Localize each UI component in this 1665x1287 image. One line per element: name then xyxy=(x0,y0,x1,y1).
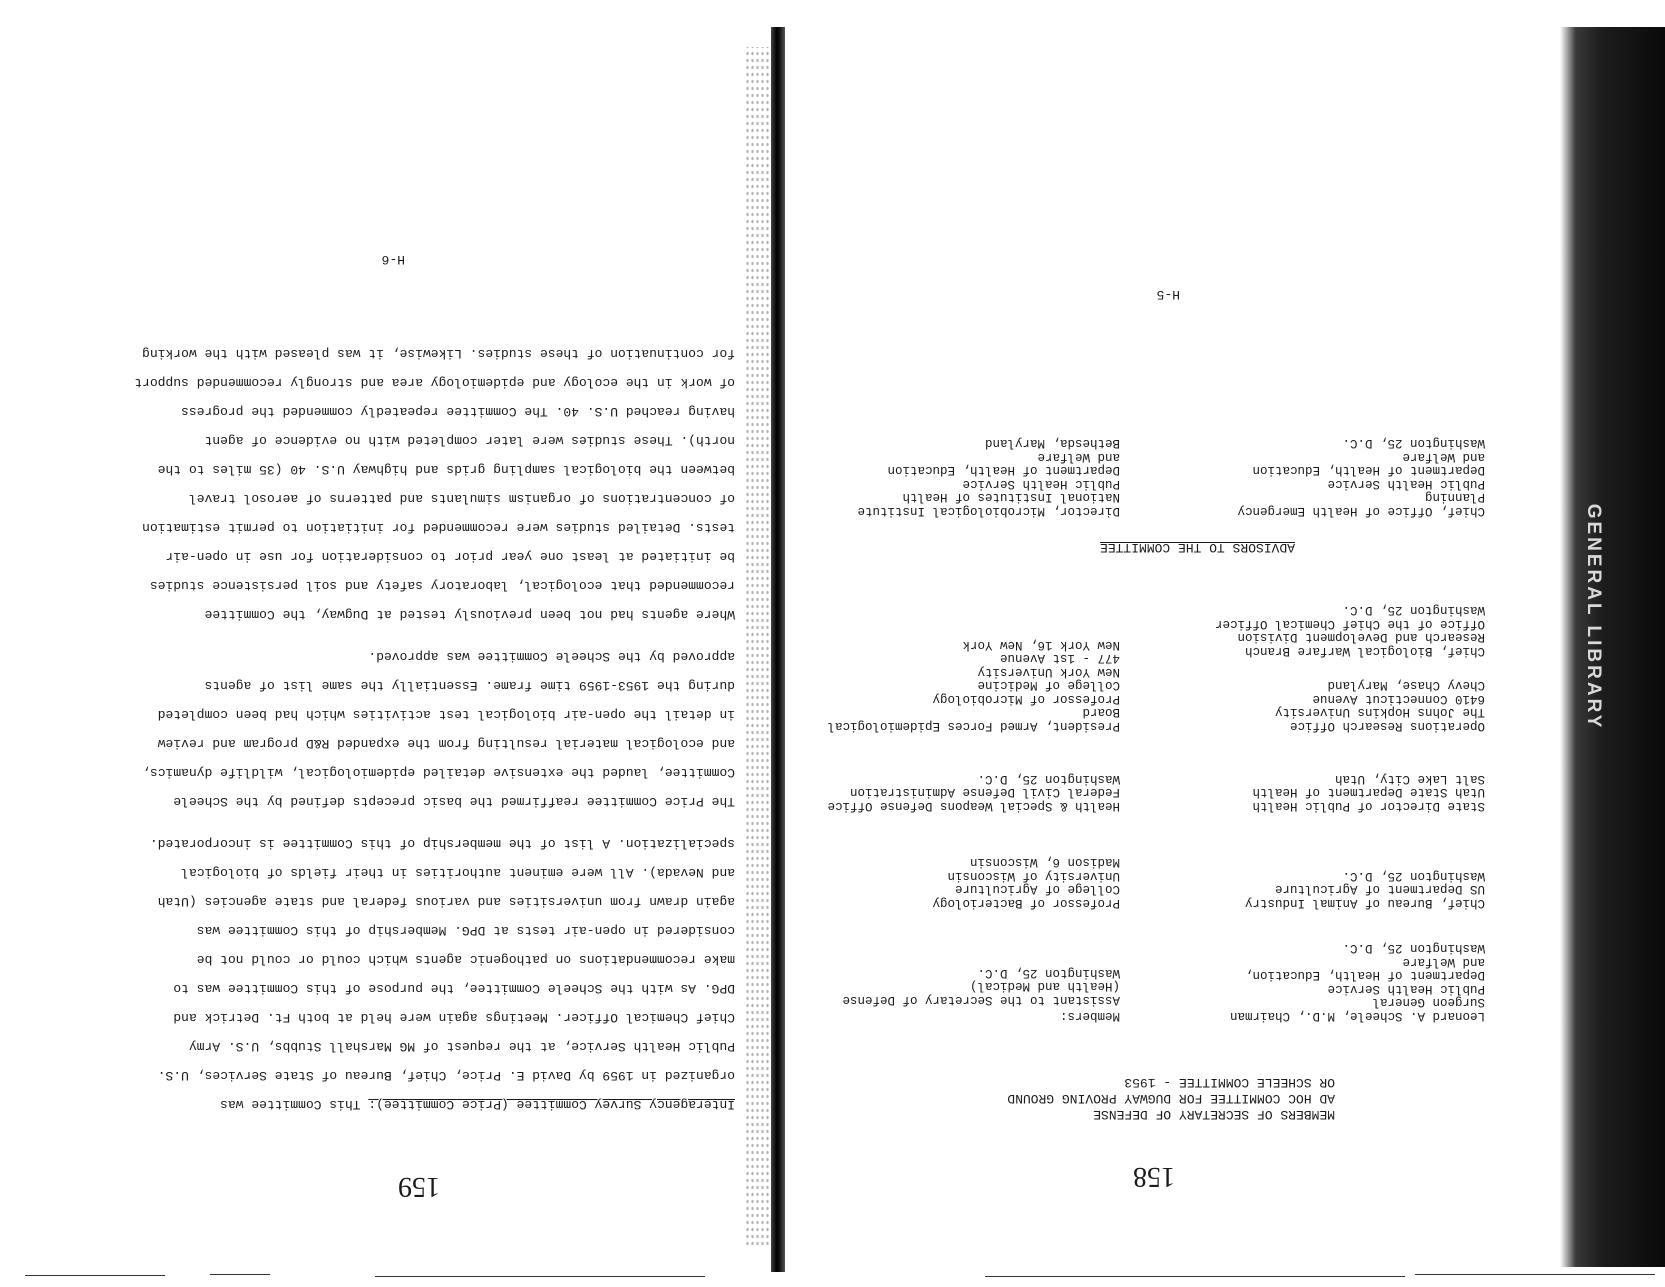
paragraph2-line-5: during the 1953-1959 time frame. Essentially the same list of agents xyxy=(204,678,735,693)
scan-artifact-line xyxy=(985,1276,1405,1277)
advisor-entry-2: Director, Microbiological Institute National Institutes of Health Public Health Service Department of Health, Education and Welfare Bethesda, Maryland xyxy=(857,436,1120,518)
member-entry-3: Chief, Bureau of Animal Industry US Department of Agriculture Washington 25, D.C. xyxy=(1244,869,1485,910)
paragraph3-line-2: recommended that ecological, laboratory safety and soil persistence studies xyxy=(149,578,735,593)
advisor-entry-1: Chief, Office of Health Emergency Planning Public Health Service Department of Health, Education and Welfare Washington 25, D.C. xyxy=(1237,436,1485,518)
paragraph1-line-5: make recommendations on pathogenic agents which could or could not be xyxy=(196,952,735,967)
paragraph1-line-8: and Nevada). All were eminent authorities in their fields of biological xyxy=(181,865,735,880)
member-entry-6: Health & Special Weapons Defense Office Federal Civil Defense Administration Washington 25, D.C. xyxy=(827,772,1120,813)
page-number-159: 159 xyxy=(398,1171,440,1202)
title-line-3: OR SCHEELE COMMITTEE - 1953 xyxy=(1124,1075,1335,1090)
member-entry-4: Professor of Bacteriology College of Agriculture University of Wisconsin Madison 6, Wisconsin xyxy=(932,855,1120,910)
paragraph3-line-5: of concentrations of organism simulants and patterns of aerosol travel xyxy=(188,491,735,506)
paragraph1-line-2: Public Health Service, at the request of MG Marshall Stubbs, U.S. Army xyxy=(188,1039,735,1054)
title-line-1: MEMBERS OF SECRETARY OF DEFENSE xyxy=(1093,1107,1335,1122)
member-entry-9: Chief, Biological Warfare Branch Research and Development Division Office of the Chief Chemical Officer Washington 25, D.C. xyxy=(1214,603,1485,658)
paragraph1-heading-line xyxy=(220,1097,735,1112)
book-edge-band xyxy=(1560,27,1665,1267)
paragraph2-line-2: Committee, lauded the extensive detailed epidemiological, wildlife dynamics, xyxy=(142,765,735,780)
paragraph3-line-6: between the biological sampling grids and highway U.S. 40 (35 miles to the xyxy=(157,462,735,477)
page-number-158: 158 xyxy=(1133,1161,1175,1192)
member-entry-7: Operations Research Office The Johns Hopkins University 6410 Connecticut Avenue Chevy Chase, Maryland xyxy=(1274,678,1485,733)
paragraph3-line-10: for continuation of these studies. Likewise, it was pleased with the working xyxy=(142,346,735,361)
paragraph1-line-1: organized in 1959 by David E. Price, Chief, Bureau of State Services, U.S. xyxy=(157,1068,735,1083)
paragraph2-line-3: and ecological material resulting from the expanded R&D program and review xyxy=(157,736,735,751)
scan-artifact-line xyxy=(1415,1274,1655,1275)
paragraph1-line-6: considered in open-air tests at DPG. Membership of this Committee was xyxy=(196,923,735,938)
footer-code-h6: H-6 xyxy=(381,252,405,267)
member-entry-5: State Director of Public Health Utah State Department of Health Salt Lake City, Utah xyxy=(1252,772,1485,813)
member-entry-1: Leonard A. Scheele, M.D., Chairman Surgeon General Public Health Service Department of Health, Education, and Welfare Washington 25, D.C. xyxy=(1229,941,1485,1023)
paragraph1-line-4: DPG. As with the Scheele Committee, the purpose of this Committee was to xyxy=(173,981,735,996)
scan-artifact-line xyxy=(210,1274,270,1275)
scan-artifact-line xyxy=(375,1276,705,1277)
page-158 xyxy=(780,0,1665,1287)
paragraph3-line-8: having reached U.S. 40. The Committee repeatedly commended the progress xyxy=(181,404,735,419)
member-entry-2: Assistant to the Secretary of Defense (Health and Medical) Washington 25, D.C. xyxy=(842,966,1120,1007)
committee-heading: Interagency Survey Committee (Price Committee): xyxy=(368,1097,735,1112)
paragraph1-line-7: again drawn from universities and various federal and state agencies (Utah xyxy=(157,894,735,909)
advisors-heading: ADVISORS TO THE COMMITTEE xyxy=(1099,540,1295,555)
members-label: Members: xyxy=(1059,1009,1120,1023)
page-159 xyxy=(0,0,780,1287)
paragraph3-line-3: be initiated at least one year prior to consideration for use in open-air xyxy=(165,549,735,564)
paragraph1-line-3: Chief Chemical Officer. Meetings again were held at both Ft. Detrick and xyxy=(173,1010,735,1025)
edge-band-label: GENERAL LIBRARY xyxy=(1583,503,1604,731)
paragraph2-line-1: The Price Committee reaffirmed the basic precepts defined by the Scheele xyxy=(173,794,735,809)
title-line-2: AD HOC COMMITTEE FOR DUGWAY PROVING GROUND xyxy=(1007,1091,1335,1106)
footer-code-h5: H-5 xyxy=(1156,287,1180,302)
member-entry-8: President, Armed Forces Epidemiological Board Professor of Microbiology College of Medicine New York University 477 - 1st Avenue New York 16, New York xyxy=(827,638,1120,733)
paragraph2-line-6: approved by the Scheele Committee was approved. xyxy=(368,649,735,664)
scan-artifact-line xyxy=(25,1275,165,1276)
paragraph3-line-4: tests. Detailed studies were recommended for initiation to permit estimation xyxy=(142,520,735,535)
paragraph3-line-1: Where agents had not been previously tested at Dugway, the Committee xyxy=(204,607,735,622)
paragraph1-line-9: specialization. A list of the membership of this Committee is incorporated. xyxy=(149,836,735,851)
paragraph2-line-4: in detail the open-air biological test activities which had been completed xyxy=(157,707,735,722)
paragraph1-line-0-rest: This Committee was xyxy=(220,1097,369,1112)
paragraph3-line-7: north). These studies were later completed with no evidence of agent xyxy=(204,433,735,448)
paragraph3-line-9: of work in the ecology and epidemiology area and strongly recommended support xyxy=(134,375,735,390)
